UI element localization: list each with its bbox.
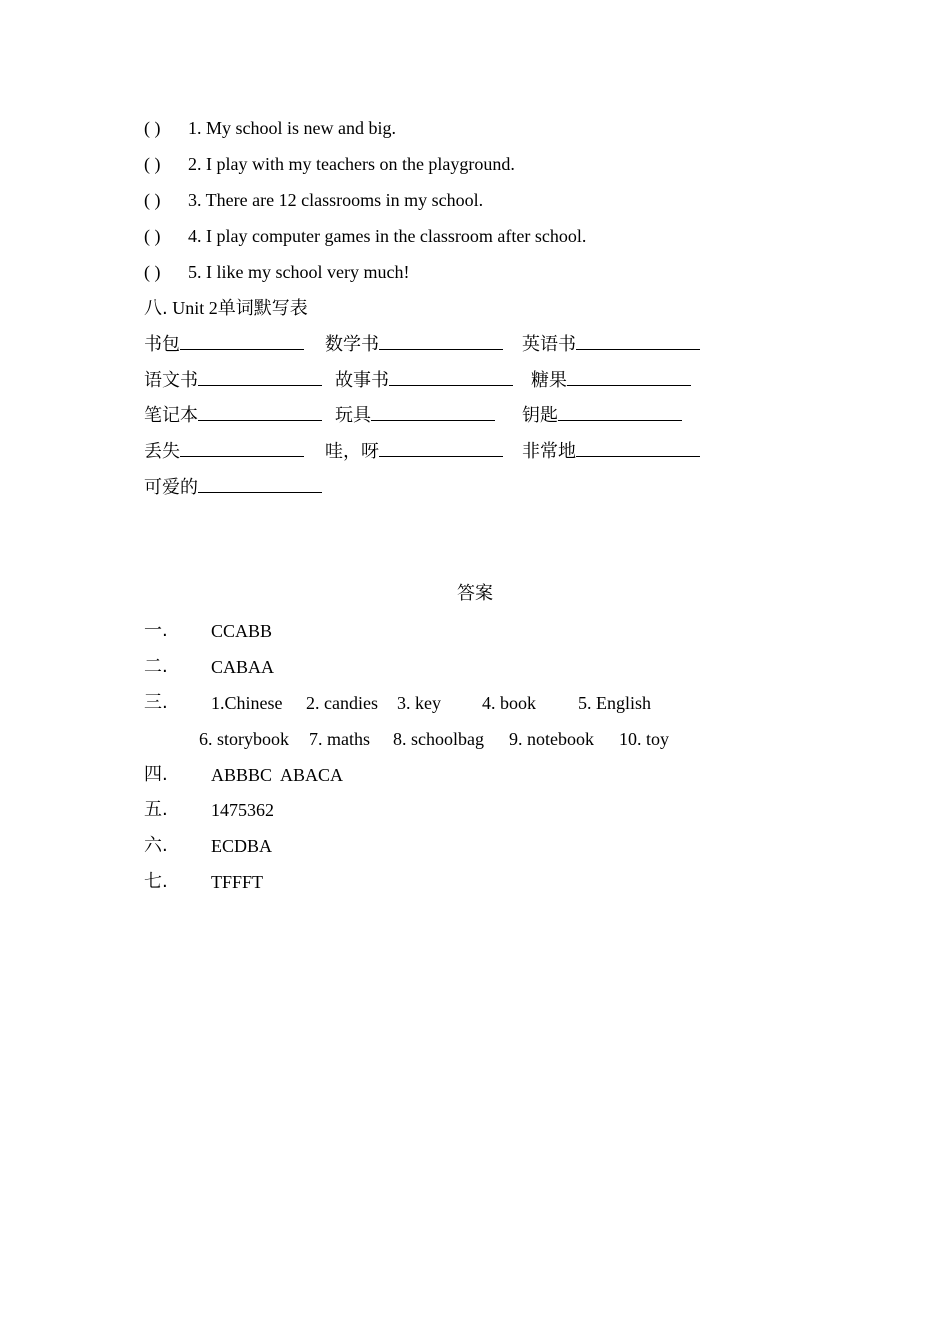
section-number: 八. [144, 298, 168, 319]
question-text: 1. My school is new and big. [188, 118, 396, 138]
answer-item: 2. candies [306, 693, 378, 713]
question-item [144, 116, 396, 140]
section-title-cn: 单词默写表 [217, 298, 308, 319]
fill-blank [180, 332, 304, 350]
section-heading [144, 296, 308, 321]
vocab-item [144, 475, 322, 500]
vocab-item [335, 368, 513, 393]
vocab-item [522, 332, 700, 357]
vocab-word: 哇，呀 [325, 441, 379, 462]
answer-text: TFFFT [211, 872, 264, 892]
answer-item: 3. key [397, 693, 441, 713]
answer-label: 四. [144, 764, 168, 785]
question-item [144, 152, 515, 176]
fill-blank [567, 368, 691, 386]
answer-text: CCABB [211, 621, 273, 641]
vocab-word: 英语书 [522, 334, 576, 355]
fill-blank [198, 475, 322, 493]
vocab-item [335, 403, 495, 428]
question-text: 4. I play computer games in the classroom after school. [188, 226, 587, 246]
answer-label: 三. [144, 692, 168, 713]
vocab-item [144, 403, 322, 428]
vocab-item [522, 403, 682, 428]
answer-text: ABBBC ABACA [211, 765, 344, 785]
answer-item: 7. maths [309, 729, 370, 749]
answer-item: 6. storybook [199, 729, 289, 749]
answer-item: 5. English [578, 693, 652, 713]
vocab-word: 语文书 [144, 370, 198, 391]
answer-item: 8. schoolbag [393, 729, 484, 749]
question-item [144, 188, 483, 212]
answer-paren: ( ) [144, 262, 161, 282]
answer-label: 六. [144, 835, 168, 856]
answer-paren: ( ) [144, 118, 161, 138]
vocab-item [522, 439, 700, 464]
fill-blank [379, 332, 503, 350]
question-item [144, 260, 409, 284]
vocab-word: 可爱的 [144, 477, 198, 498]
fill-blank [576, 439, 700, 457]
vocab-item [144, 368, 322, 393]
vocab-word: 笔记本 [144, 405, 198, 426]
answer-label: 七. [144, 871, 168, 892]
vocab-word: 钥匙 [522, 405, 558, 426]
vocab-item [144, 439, 304, 464]
vocab-word: 书包 [144, 334, 180, 355]
question-text: 3. There are 12 classrooms in my school. [188, 190, 484, 210]
answers-title: 答案 [457, 583, 493, 604]
fill-blank [180, 439, 304, 457]
answer-text: ECDBA [211, 836, 273, 856]
fill-blank [558, 403, 682, 421]
section-title-en: Unit 2 [172, 298, 218, 318]
answer-text: 1475362 [211, 800, 274, 820]
answer-item: 4. book [482, 693, 536, 713]
vocab-item [325, 332, 503, 357]
vocab-word: 非常地 [522, 441, 576, 462]
vocab-word: 故事书 [335, 370, 389, 391]
fill-blank [379, 439, 503, 457]
question-item [144, 224, 586, 248]
answer-paren: ( ) [144, 226, 161, 246]
answer-text: CABAA [211, 657, 275, 677]
answer-label: 一. [144, 620, 168, 641]
vocab-item [531, 368, 691, 393]
vocab-word: 玩具 [335, 405, 371, 426]
fill-blank [371, 403, 495, 421]
vocab-word: 丢失 [144, 441, 180, 462]
answer-paren: ( ) [144, 154, 161, 174]
answer-paren: ( ) [144, 190, 161, 210]
answer-item: 10. toy [619, 729, 670, 749]
fill-blank [198, 403, 322, 421]
vocab-word: 数学书 [325, 334, 379, 355]
answer-item: 1.Chinese [211, 693, 283, 713]
answer-item: 9. notebook [509, 729, 594, 749]
fill-blank [198, 368, 322, 386]
vocab-word: 糖果 [531, 370, 567, 391]
fill-blank [576, 332, 700, 350]
question-text: 5. I like my school very much! [188, 262, 410, 282]
fill-blank [389, 368, 513, 386]
answer-label: 五. [144, 799, 168, 820]
vocab-item [325, 439, 503, 464]
vocab-item [144, 332, 304, 357]
question-text: 2. I play with my teachers on the playground. [188, 154, 515, 174]
answer-label: 二. [144, 656, 168, 677]
